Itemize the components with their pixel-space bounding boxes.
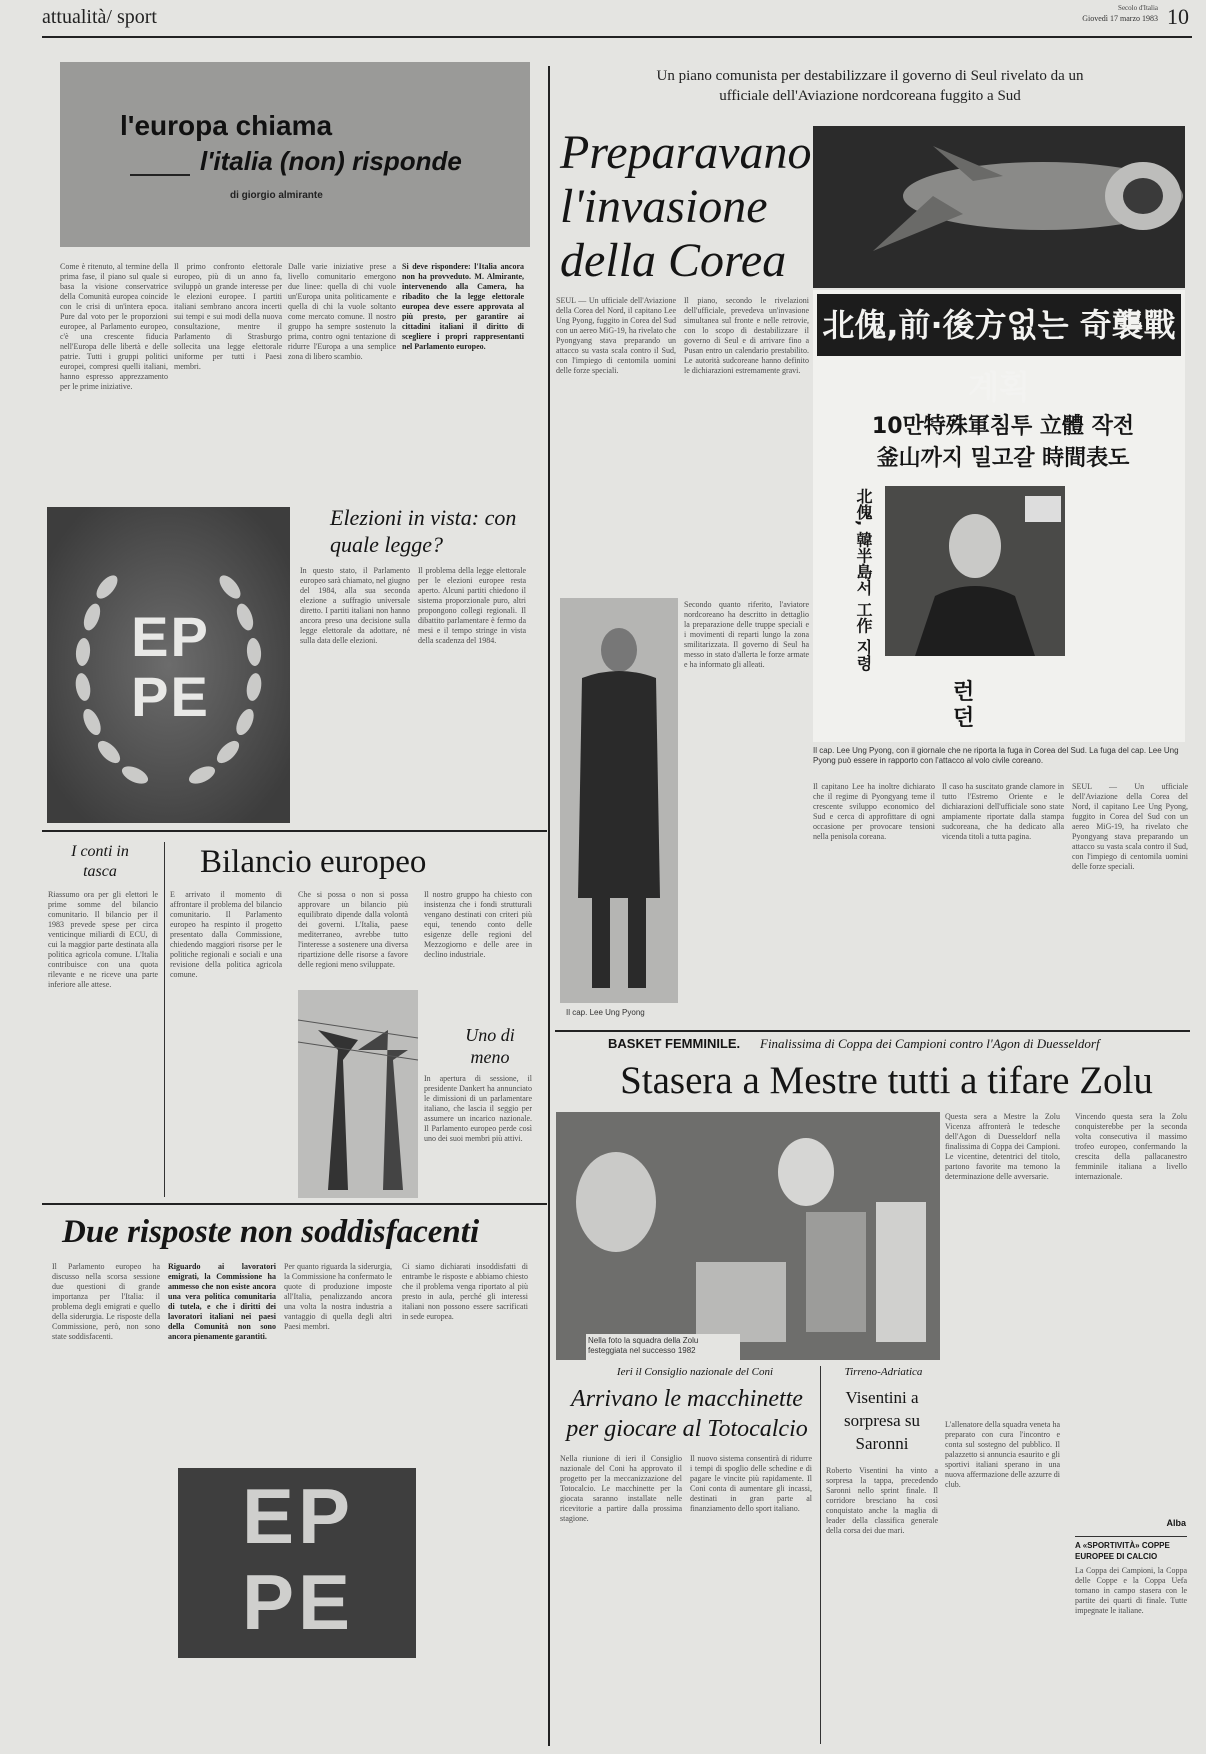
bilancio-column-3: Il nostro gruppo ha chiesto con insistenza che i fondi strutturali vengano destinati con criteri più equi, tenendo conto delle esigenze delle regioni del Mezzogiorno e delle aree in declino industriale. <box>424 890 532 959</box>
due-risposte-rule <box>42 1203 547 1205</box>
conti-column: Riassumo ora per gli elettori le prime somme del bilancio comunitario. Il bilancio per il 1983 prevede spese per circa venticinque miliardi di ECU, di cui la maggior parte destinata alla politica agricola comune. L'Italia contribuisce con una quota rilevante e ne riceve una parte inferiore alle attese. <box>48 890 158 989</box>
due-risposte-headline: Due risposte non soddisfacenti <box>62 1214 480 1250</box>
korea-kicker: Un piano comunista per destabilizzare il governo di Seul rivelato da un ufficiale dell'Aviazione nordcoreana fuggito a Sud <box>656 68 1084 104</box>
korean-subhead-2: 釜山까지 밀고갈 時間表도 <box>876 446 1130 471</box>
basket-headline: Stasera a Mestre tutti a tifare Zolu <box>620 1059 1153 1102</box>
basket-rule <box>555 1030 1190 1032</box>
press-photo-caption: Il cap. Lee Ung Pyong, con il giornale che ne riporta la fuga in Corea del Sud. La fuga del cap. Lee Ung Pyong può essere in rapporto con l'attacco al volo civile coreano. <box>813 746 1179 765</box>
due-column-3: Per quanto riguarda la siderurgia, la Commissione ha confermato le quote di produzione imposte all'Italia, penalizzando ancora una volta la nostra industria a vantaggio di quella degli altri Paesi membri. <box>284 1262 392 1331</box>
pe-logo-letters: PE <box>131 665 210 728</box>
conti-divider <box>164 842 165 1197</box>
bilancio-headline: Bilancio europeo <box>200 844 427 880</box>
jet-photo <box>813 126 1185 288</box>
totocalcio-kicker: Ieri il Consiglio nazionale del Coni <box>616 1366 774 1378</box>
officer-press-photo <box>885 486 1065 656</box>
left-section-rule <box>42 830 547 832</box>
fighter-jet-icon <box>813 126 1185 288</box>
page-number: 10 <box>1167 4 1189 29</box>
sportivi-rule <box>1075 1536 1187 1537</box>
totocalcio-column-2: Il nuovo sistema consentirà di ridurre i tempi di spoglio delle schedine e di pagare le vincite più rapidamente. Il Coni conta di aumentare gli incassi, destinati in gran parte al finanziamento dello sport italiano. <box>690 1454 812 1513</box>
due-column-1: Il Parlamento europeo ha discusso nella scorsa sessione due questioni di grande importanza per l'Italia: il problema degli emigrati e quello della siderurgia. Le risposte della Commissione, però, non sono state soddisfacenti. <box>52 1262 160 1341</box>
korea-column-1: SEUL — Un ufficiale dell'Aviazione della Corea del Nord, il capitano Lee Ung Pyong, fuggito in Corea del Sud con un aereo MiG-19, ha rivelato che Pyongyang stava preparando un attacco su vasta scala contro il Sud, con l'impiego di centomila uomini delle forze speciali. <box>556 296 676 375</box>
tirreno-column: Roberto Visentini ha vinto a sorpresa la tappa, precedendo Saronni nello sprint finale. Il corridore bresciano ha così conquistato anche la maglia di leader della classifica generale della corsa dei due mari. <box>826 1466 938 1535</box>
europa-header-box <box>60 62 530 247</box>
basket-team-photo <box>556 1112 940 1360</box>
uno-headline: Uno di meno <box>465 1025 515 1067</box>
tirreno-divider <box>820 1366 821 1744</box>
paper-name: Secolo d'Italia <box>1118 4 1158 12</box>
korea-column-5: Il caso ha suscitato grande clamore in tutto l'Estremo Oriente e le dichiarazioni dell'ufficiale sono state ampiamente riportate dalla stampa sudcoreana, che ha dedicato alla vicenda titoli a tutta pagina. <box>942 782 1064 841</box>
bilancio-column-2: Che si possa o non si possa approvare un bilancio più equilibrato dipende dalla volontà dei governi. L'Italia, paese mediterraneo, avrebbe tutto l'interesse a sostenere una diversa ripartizione delle risorse a favore delle regioni meno sviluppate. <box>298 890 408 969</box>
korean-subhead-1: 10만特殊軍침투 立體 작전 <box>871 414 1135 439</box>
pilot-figure-icon <box>560 598 678 1003</box>
sportivi-headline: A «SPORTIVITÀ» COPPE EUROPEE DI CALCIO <box>1075 1541 1170 1561</box>
korean-small-text: 런 던 <box>953 680 975 731</box>
center-column-rule <box>548 66 550 1746</box>
pylon-icon <box>298 990 418 1198</box>
totocalcio-headline: Arrivano le macchinette per giocare al Totocalcio <box>566 1386 808 1442</box>
totocalcio-column-1: Nella riunione di ieri il Consiglio nazionale del Coni ha approvato il progetto per la meccanizzazione del Totocalcio. Le macchinette per la giocata saranno installate nelle ricevitorie a partire dalla prossima stagione. <box>560 1454 682 1523</box>
korea-headline: Preparavano l'invasione della Corea <box>560 126 812 287</box>
ep-logo-letters: EP <box>131 605 210 668</box>
elezioni-headline: Elezioni in vista: con quale legge? <box>330 505 517 557</box>
players-icon <box>556 1112 940 1360</box>
korean-clipping <box>813 290 1185 742</box>
europa-column-2: Il primo confronto elettorale europeo, più di un anno fa, sviluppò un grande interesse per le elezioni europee. I partiti italiani sembrano ancora incerti sui tempi e sui modi della nuova consultazione, mentre il Parlamento di Strasburgo sollecita una legge elettorale uniforme per tutti i Paesi membri. <box>174 262 282 371</box>
sportivi-column: La Coppa dei Campioni, la Coppa delle Coppe e la Coppa Uefa tornano in campo stasera con le partite dei quarti di finale. Tutte impegnate le italiane. <box>1075 1566 1187 1615</box>
korea-column-3: Secondo quanto riferito, l'aviatore nordcoreano ha descritto in dettaglio la preparazione delle truppe speciali e i movimenti di reparti lungo la zona smilitarizzata. Il governo di Seul ha messo in stato d'allerta le forze armate e ha informato gli alleati. <box>684 600 809 669</box>
elezioni-column-1: In questo stato, il Parlamento europeo sarà chiamato, nel giugno del 1984, alla sua seconda elezione a suffragio universale diretto. I partiti italiani non hanno ancora preso una decisione sulla legge elettorale da adottare, né sulla data delle elezioni. <box>300 566 410 645</box>
basket-signature: Alba <box>1166 1518 1186 1528</box>
europa-byline: di giorgio almirante <box>230 190 323 201</box>
due-column-4: Ci siamo dichiarati insoddisfatti di entrambe le risposte e abbiamo chiesto che il problema venga riportato al più presto in aula, perché gli interessi italiani non possono essere sacrificati in sede europea. <box>402 1262 528 1321</box>
europa-column-4: Si deve rispondere: l'Italia ancora non ha provveduto. M. Almirante, intervenendo alla Camera, ha ribadito che la legge elettorale europea deve essere approvata al più presto, per garantire ai cittadini italiani il diritto di scegliere i propri rappresentanti nel Parlamento europeo. <box>402 262 524 351</box>
conti-headline: I conti in tasca <box>71 843 129 880</box>
due-column-2: Riguardo ai lavoratori emigrati, la Commissione ha ammesso che non esiste ancora una vera politica comunitaria di tutela, e che i diritti dei lavoratori italiani nei paesi della Comunità non sono ancora pienamente garantiti. <box>168 1262 276 1341</box>
hanja-headline: 北傀,前·後方없는 奇襲戰계획 <box>817 294 1181 356</box>
basket-column-2: L'allenatore della squadra veneta ha preparato con cura l'incontro e conta sul sostegno del pubblico. Il palazzetto si annuncia esaurito e gli sportivi italiani sperano in una nuova affermazione delle azzurre di club. <box>945 1420 1060 1489</box>
korea-column-4: Il capitano Lee ha inoltre dichiarato che il regime di Pyongyang teme il crescente sviluppo economico del Sud e cerca di approfittare di ogni occasione per provocare tensioni nella penisola coreana. <box>813 782 935 841</box>
ep-pe-logo-photo <box>47 507 290 823</box>
basket-kicker-text: Finalissima di Coppa dei Campioni contro l'Agon di Duesseldorf <box>760 1036 1100 1051</box>
basket-kicker-label: BASKET FEMMINILE. <box>608 1036 741 1051</box>
korea-column-2: Il piano, secondo le rivelazioni dell'ufficiale, prevedeva un'invasione simultanea sul fronte e nelle retrovie, con lo scopo di destabilizzare il governo di Seul e di arrivare fino a Pusan entro un calendario prestabilito. Le autorità sudcoreane hanno definito le dichiarazioni estremamente gravi. <box>684 296 809 375</box>
basket-column-3: Vincendo questa sera la Zolu conquisterebbe per la seconda volta consecutiva il massimo trofeo europeo, confermando la crescita della pallacanestro femminile italiana a livello internazionale. <box>1075 1112 1187 1181</box>
europa-column-3: Dalle varie iniziative prese a livello comunitario emergono due linee: quella di chi vuole un'Europa unita politicamente e quella di chi la vuole soltanto come mercato comune. Il nostro gruppo ha sempre sostenuto la prima, contro ogni tentazione di ridurre l'Europa a una semplice zona di libero scambio. <box>288 262 396 361</box>
masthead-rule <box>42 36 1192 38</box>
tirreno-headline: Visentini a sorpresa su Saronni <box>843 1388 920 1453</box>
tirreno-kicker: Tirreno-Adriatica <box>844 1366 923 1378</box>
elezioni-column-2: Il problema della legge elettorale per le elezioni europee resta aperto. Alcuni partiti chiedono il sistema proporzionale puro, altri propongono collegi regionali. Il dibattito parlamentare è fermo da mesi e il tempo stringe in vista della scadenza del 1984. <box>418 566 526 645</box>
korea-column-6: SEUL — Un ufficiale dell'Aviazione della Corea del Nord, il capitano Lee Ung Pyong, fuggito in Corea del Sud con un aereo MiG-19, ha rivelato che Pyongyang stava preparando un attacco su vasta scala contro il Sud, con l'impiego di centomila uomini delle forze speciali. <box>1072 782 1188 871</box>
section-label: attualità/ sport <box>42 6 157 28</box>
ep-logo-letters-2: EP <box>241 1472 355 1560</box>
uno-column: In apertura di sessione, il presidente Dankert ha annunciato le dimissioni di un parlamentare italiano, che lascia il seggio per assumere un incarico nazionale. Il Parlamento europeo perde così uno dei suoi membri più attivi. <box>424 1074 532 1143</box>
basket-caption: Nella foto la squadra della Zolu festeggiata nel successo 1982 <box>586 1334 740 1360</box>
europa-title-line2: l'italia (non) risponde <box>200 146 462 176</box>
bilancio-column-1: E arrivato il momento di affrontare il problema del bilancio comunitario. Il Parlamento europeo ha respinto il progetto presentato dalla Commissione, chiedendo maggiori risorse per le politiche regionali e sociali e una revisione della politica agricola comune. <box>170 890 282 979</box>
europa-column-1: Come è ritenuto, al termine della prima fase, il piano sul quale si basa la visione conservatrice della Comunità europea coincide con le crisi di un'intera epoca. Pure dal voto per le proporzioni europee, al Parlamento europeo, c'è una crescente fiducia nell'Europa delle libertà e delle patrie. Tutti i gruppi politici europei, compresi quelli italiani, hanno espresso apprezzamento per le prime iniziative. <box>60 262 168 391</box>
pe-logo-letters-2: PE <box>241 1558 355 1646</box>
ep-pe-logo-photo-2 <box>178 1468 416 1658</box>
europa-title-underline <box>130 174 190 176</box>
basket-column-1: Questa sera a Mestre la Zolu Vicenza affronterà le tedesche dell'Agon di Duesseldorf nella finalissima di Coppa dei Campioni. Le vicentine, detentrici del titolo, partono favorite ma temono la determinazione delle avversarie. <box>945 1112 1060 1181</box>
korean-vertical-head: 北傀, 韓半島서 工作 지령 <box>854 488 873 671</box>
pilot-photo <box>560 598 678 1003</box>
europa-title-line1: l'europa chiama <box>120 110 333 141</box>
pylons-photo <box>298 990 418 1198</box>
officer-portrait-icon <box>885 486 1065 656</box>
pilot-caption: Il cap. Lee Ung Pyong <box>566 1008 645 1017</box>
issue-date: Giovedì 17 marzo 1983 <box>1082 14 1158 23</box>
